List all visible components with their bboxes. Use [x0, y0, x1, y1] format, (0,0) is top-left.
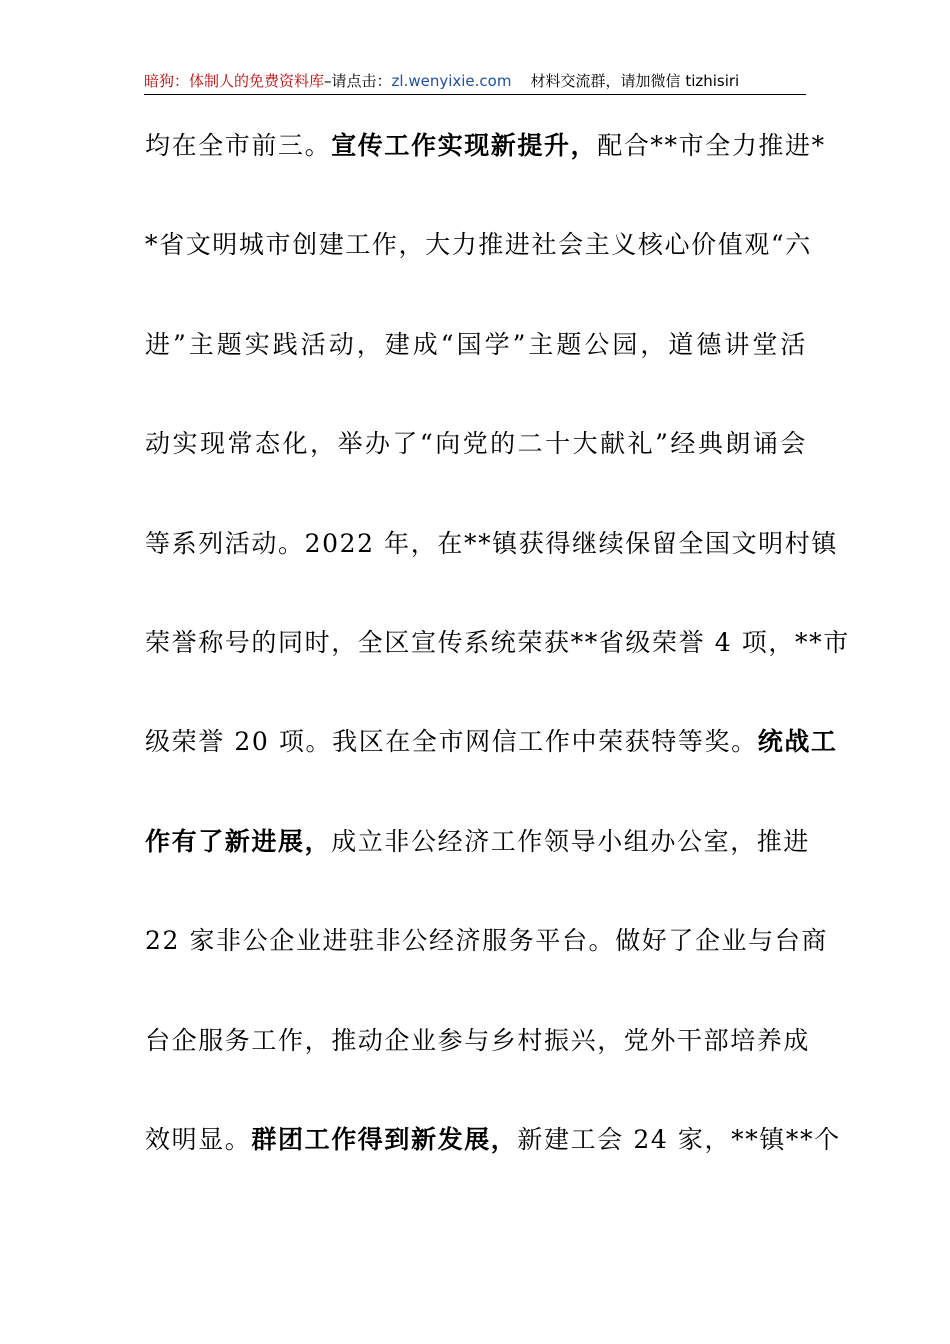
text-segment: 级荣誉 20 项。我区在全市网信工作中荣获特等奖。: [145, 727, 758, 757]
header-click-prompt: –请点击：: [324, 72, 392, 90]
text-line: [145, 1110, 841, 1209]
text-line: [145, 315, 807, 414]
text-segment: 成立非公经济工作领导小组办公室，推进: [331, 826, 811, 856]
text-line: [145, 911, 828, 1010]
text-line: [145, 215, 812, 314]
bold-heading-segment: 作有了新进展，: [145, 826, 332, 856]
text-line: [145, 514, 838, 613]
text-segment: 等系列活动。2022 年，在**镇获得继续保留全国文明村镇: [145, 528, 838, 558]
text-segment: 台企服务工作，推动企业参与乡村振兴，党外干部培养成: [145, 1025, 811, 1055]
text-segment: 效明显。: [145, 1124, 252, 1154]
text-segment: 动实现常态化，举办了“向党的二十大献礼”经典朗诵会: [145, 429, 807, 459]
text-segment: *省文明城市创建工作，大力推进社会主义核心价值观“六: [145, 230, 812, 260]
header-contact: 材料交流群，请加微信 tizhisiri: [530, 72, 740, 90]
header-brand: 暗狗：体制人的免费资料库: [144, 72, 325, 90]
text-segment: 配合**市全力推进*: [597, 131, 826, 160]
text-segment: 均在全市前三。: [145, 131, 332, 160]
text-segment: 进”主题实践活动，建成“国学”主题公园，道德讲堂活: [145, 329, 807, 359]
text-segment: 荣誉称号的同时，全区宣传系统荣获**省级荣誉 4 项，**市: [145, 627, 850, 657]
text-line: [145, 812, 811, 911]
document-body: [145, 116, 850, 1209]
text-segment: 新建工会 24 家，**镇**个: [517, 1124, 841, 1154]
page-header: [144, 70, 806, 95]
bold-heading-segment: 宣传工作实现新提升，: [331, 131, 598, 160]
text-line: [145, 613, 850, 712]
bold-heading-segment: 群团工作得到新发展，: [251, 1124, 518, 1154]
bold-heading-segment: 统战工: [757, 727, 838, 757]
text-segment: 22 家非公企业进驻非公经济服务平台。做好了企业与台商: [145, 926, 828, 956]
header-link[interactable]: zl.wenyixie.com: [391, 72, 512, 90]
text-line: [145, 116, 826, 215]
text-line: [145, 1011, 811, 1110]
text-line: [145, 414, 807, 513]
text-line: [145, 712, 838, 811]
